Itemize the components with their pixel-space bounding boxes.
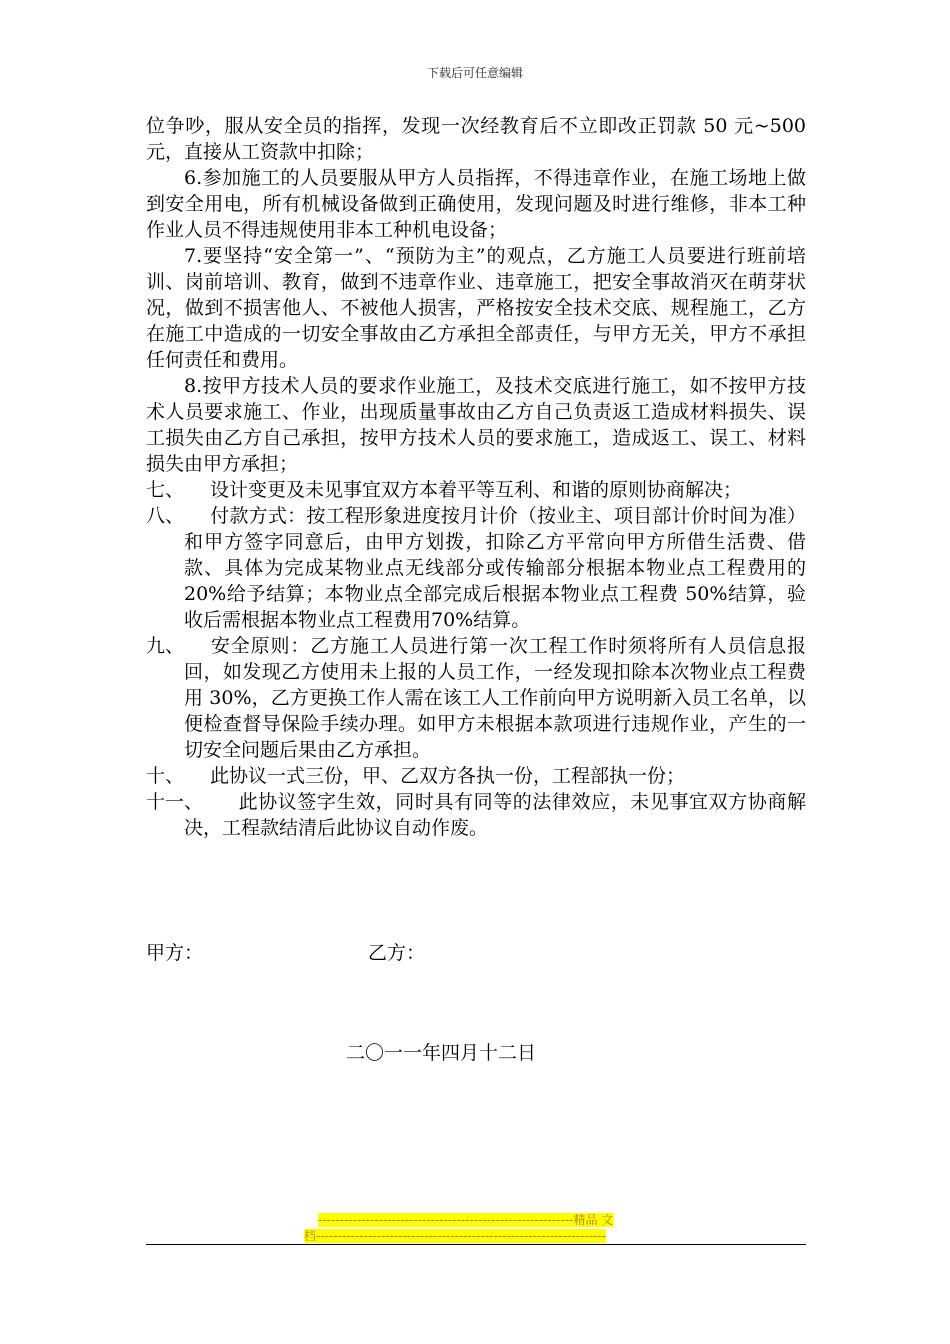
section-11-text: 此协议签字生效，同时具有同等的法律效应，未见事宜双方协商解决，工程款结清后此协议自动作废。: [184, 791, 806, 839]
footer-line-1: -----------------------------------------------------------精品 文: [318, 1213, 614, 1227]
footer-rule: [146, 1244, 806, 1245]
clause-8: 8.按甲方技术人员的要求作业施工，及技术交底进行施工，如不按甲方技术人员要求施工、作业，出现质量事故由乙方自己负责返工造成材料损失、误工损失由乙方自己承担，按甲方技术人员的要求施工，造成返工、误工、材料损失由甲方承担；: [146, 375, 806, 475]
contract-body: [146, 113, 806, 841]
section-10-number: 十、: [146, 765, 185, 787]
section-10: [146, 763, 806, 789]
section-9-number: 九、: [146, 635, 185, 657]
footer-watermark: [304, 1212, 644, 1244]
section-8-text: 付款方式：按工程形象进度按月计价（按业主、项目部计价时间为准）和甲方签字同意后，由甲方划拨，扣除乙方平常向甲方所借生活费、借款、具体为完成某物业点无线部分或传输部分根据本物业点工程费用的 20%给予结算；本物业点全部完成后根据本物业点工程费 50%结算，验收后需根据本物业点工程费用70%结算。: [184, 505, 806, 631]
clause-continuation: 位争吵，服从安全员的指挥，发现一次经教育后不立即改正罚款 50 元~500 元，直接从工资款中扣除；: [146, 115, 806, 163]
section-7-text: 设计变更及未见事宜双方本着平等互利、和谐的原则协商解决；: [210, 479, 743, 501]
section-7-number: 七、: [146, 479, 185, 501]
party-a-signature: 甲方：: [146, 942, 204, 964]
header-note: 下载后可任意编辑: [426, 66, 523, 80]
section-8-number: 八、: [146, 505, 185, 527]
section-7: [146, 477, 806, 503]
section-10-text: 此协议一式三份，甲、乙双方各执一份，工程部执一份；: [210, 765, 686, 787]
section-9-text: 安全原则：乙方施工人员进行第一次工程工作时须将所有人员信息报回，如发现乙方使用未上报的人员工作，一经发现扣除本次物业点工程费用 30%，乙方更换工作人需在该工人工作前向甲方说明新入员工名单，以便检查督导保险手续办理。如甲方未根据本款项进行违规作业，产生的一切安全问题后果由乙方承担。: [184, 635, 806, 761]
footer-line-2: 档-------------------------------------------------------------------: [304, 1229, 607, 1243]
section-9: [146, 633, 806, 763]
party-b-signature: 乙方：: [368, 942, 426, 964]
clause-6: 6.参加施工的人员要服从甲方人员指挥，不得违章作业，在施工场地上做到安全用电，所有机械设备做到正确使用，发现问题及时进行维修，非本工种作业人员不得违规使用非本工种机电设备；: [146, 167, 806, 241]
clause-7: 7.要坚持“安全第一”、“预防为主”的观点，乙方施工人员要进行班前培训、岗前培训、教育，做到不违章作业、违章施工，把安全事故消灭在萌芽状况，做到不损害他人、不被他人损害，严格按安全技术交底、规程施工，乙方在施工中造成的一切安全事故由乙方承担全部责任，与甲方无关，甲方不承担任何责任和费用。: [146, 245, 806, 371]
section-11-number: 十一、: [146, 791, 204, 813]
section-8: [146, 503, 806, 633]
section-11: [146, 789, 806, 841]
signing-date: 二〇一一年四月十二日: [346, 1042, 537, 1064]
